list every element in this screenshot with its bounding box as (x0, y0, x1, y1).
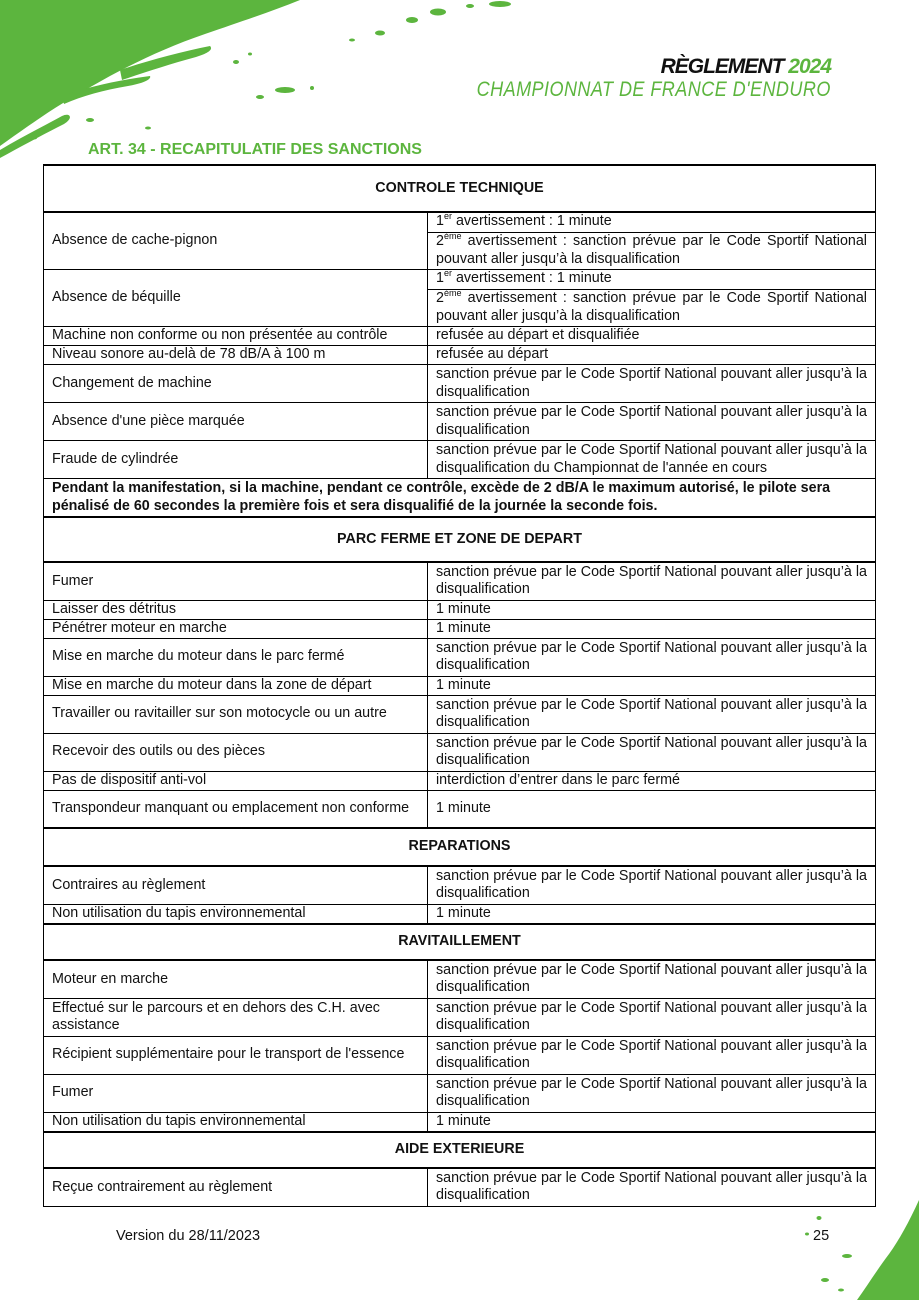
footer-version: Version du 28/11/2023 (116, 1228, 261, 1244)
table-row (44, 904, 876, 924)
table-row (44, 619, 876, 638)
page-number: 25 (813, 1228, 830, 1244)
table-row (44, 270, 876, 327)
sanction-cell: 1 minute (428, 790, 876, 828)
sanction-cell: 1 minute (428, 619, 876, 638)
sanction-cell: 1 minute (428, 676, 876, 695)
sanction-cell (428, 270, 876, 327)
table-row (44, 733, 876, 771)
section-header-controle-technique: CONTROLE TECHNIQUE (44, 165, 876, 212)
section-header-parc-ferme: PARC FERME ET ZONE DE DEPART (44, 517, 876, 562)
offence-cell: Contraires au règlement (44, 866, 428, 904)
brand-title (419, 56, 831, 78)
sanction-cell: sanction prévue par le Code Sportif National pouvant aller jusqu’à la disqualification (428, 365, 876, 403)
table-row (44, 1112, 876, 1132)
table-row (44, 866, 876, 904)
sanction-cell: interdiction d’entrer dans le parc fermé (428, 771, 876, 790)
warning-2: 2ème avertissement : sanction prévue par le Code Sportif National pouvant aller jusqu’à la disqualification (428, 232, 875, 269)
sanction-cell (428, 212, 876, 270)
sanction-cell: 1 minute (428, 600, 876, 619)
sanction-cell: 1 minute (428, 1112, 876, 1132)
offence-cell: Absence d'une pièce marquée (44, 403, 428, 441)
sanction-cell: sanction prévue par le Code Sportif National pouvant aller jusqu’à la disqualification du Championnat de l'année en cours (428, 441, 876, 479)
brand-subtitle: CHAMPIONNAT DE FRANCE D'ENDURO (476, 78, 831, 101)
offence-cell: Reçue contrairement au règlement (44, 1168, 428, 1206)
section-header-reparations: REPARATIONS (44, 828, 876, 866)
sanction-cell: refusée au départ (428, 346, 876, 365)
sanction-cell: sanction prévue par le Code Sportif National pouvant aller jusqu’à la disqualification (428, 403, 876, 441)
article-title: ART. 34 - RECAPITULATIF DES SANCTIONS (88, 141, 422, 158)
table-row (44, 327, 876, 346)
table-row (44, 212, 876, 270)
offence-cell: Pas de dispositif anti-vol (44, 771, 428, 790)
header-brand (419, 56, 831, 102)
offence-cell: Changement de machine (44, 365, 428, 403)
offence-cell: Fraude de cylindrée (44, 441, 428, 479)
table-row (44, 441, 876, 479)
sanction-cell: sanction prévue par le Code Sportif National pouvant aller jusqu’à la disqualification (428, 1036, 876, 1074)
offence-cell: Absence de béquille (44, 270, 428, 327)
noise-note-row (44, 479, 876, 518)
table-row (44, 562, 876, 600)
offence-cell: Machine non conforme ou non présentée au contrôle (44, 327, 428, 346)
brush-splash-bottom-right (749, 1200, 919, 1300)
offence-cell: Non utilisation du tapis environnemental (44, 1112, 428, 1132)
sanction-cell: sanction prévue par le Code Sportif National pouvant aller jusqu’à la disqualification (428, 562, 876, 600)
table-row (44, 790, 876, 828)
noise-note: Pendant la manifestation, si la machine, pendant ce contrôle, excède de 2 dB/A le maximum autorisé, le pilote sera pénalisé de 60 secondes la première fois et sera disqualifié de la journée la seconde fois. (44, 479, 876, 518)
offence-cell: Effectué sur le parcours et en dehors des C.H. avec assistance (44, 998, 428, 1036)
section-header-ravitaillement: RAVITAILLEMENT (44, 924, 876, 960)
section-header-aide-exterieure: AIDE EXTERIEURE (44, 1132, 876, 1168)
sanctions-table (43, 164, 876, 1207)
sanction-cell: sanction prévue par le Code Sportif National pouvant aller jusqu’à la disqualification (428, 998, 876, 1036)
offence-cell: Fumer (44, 1074, 428, 1112)
offence-cell: Moteur en marche (44, 960, 428, 998)
sanction-cell: refusée au départ et disqualifiée (428, 327, 876, 346)
offence-cell: Transpondeur manquant ou emplacement non conforme (44, 790, 428, 828)
sanction-cell: sanction prévue par le Code Sportif National pouvant aller jusqu’à la disqualification (428, 1168, 876, 1206)
table-row (44, 960, 876, 998)
table-row (44, 1036, 876, 1074)
offence-cell: Travailler ou ravitailler sur son motocycle ou un autre (44, 695, 428, 733)
table-row (44, 600, 876, 619)
brand-year: 2024 (788, 55, 831, 78)
offence-cell: Recevoir des outils ou des pièces (44, 733, 428, 771)
table-row (44, 346, 876, 365)
offence-cell: Non utilisation du tapis environnemental (44, 904, 428, 924)
sanction-cell: 1 minute (428, 904, 876, 924)
table-row (44, 771, 876, 790)
sanction-cell: sanction prévue par le Code Sportif National pouvant aller jusqu’à la disqualification (428, 733, 876, 771)
sanction-cell: sanction prévue par le Code Sportif National pouvant aller jusqu’à la disqualification (428, 638, 876, 676)
warning-1: 1er avertissement : 1 minute (436, 268, 612, 286)
offence-cell: Mise en marche du moteur dans le parc fermé (44, 638, 428, 676)
offence-cell: Mise en marche du moteur dans la zone de départ (44, 676, 428, 695)
warning-2: 2ème avertissement : sanction prévue par le Code Sportif National pouvant aller jusqu’à la disqualification (428, 289, 875, 326)
table-row (44, 695, 876, 733)
offence-cell: Récipient supplémentaire pour le transport de l'essence (44, 1036, 428, 1074)
offence-cell: Fumer (44, 562, 428, 600)
warning-1: 1er avertissement : 1 minute (436, 211, 612, 229)
offence-cell: Laisser des détritus (44, 600, 428, 619)
offence-cell: Pénétrer moteur en marche (44, 619, 428, 638)
table-row (44, 403, 876, 441)
table-row (44, 998, 876, 1036)
sanction-cell: sanction prévue par le Code Sportif National pouvant aller jusqu’à la disqualification (428, 960, 876, 998)
brand-word: RÈGLEMENT (660, 55, 784, 78)
table-row (44, 676, 876, 695)
offence-cell: Absence de cache-pignon (44, 212, 428, 270)
offence-cell: Niveau sonore au-delà de 78 dB/A à 100 m (44, 346, 428, 365)
sanction-cell: sanction prévue par le Code Sportif National pouvant aller jusqu’à la disqualification (428, 866, 876, 904)
table-row (44, 365, 876, 403)
sanction-cell: sanction prévue par le Code Sportif National pouvant aller jusqu’à la disqualification (428, 695, 876, 733)
table-row (44, 1074, 876, 1112)
table-row (44, 1168, 876, 1206)
table-row (44, 638, 876, 676)
sanction-cell: sanction prévue par le Code Sportif National pouvant aller jusqu’à la disqualification (428, 1074, 876, 1112)
